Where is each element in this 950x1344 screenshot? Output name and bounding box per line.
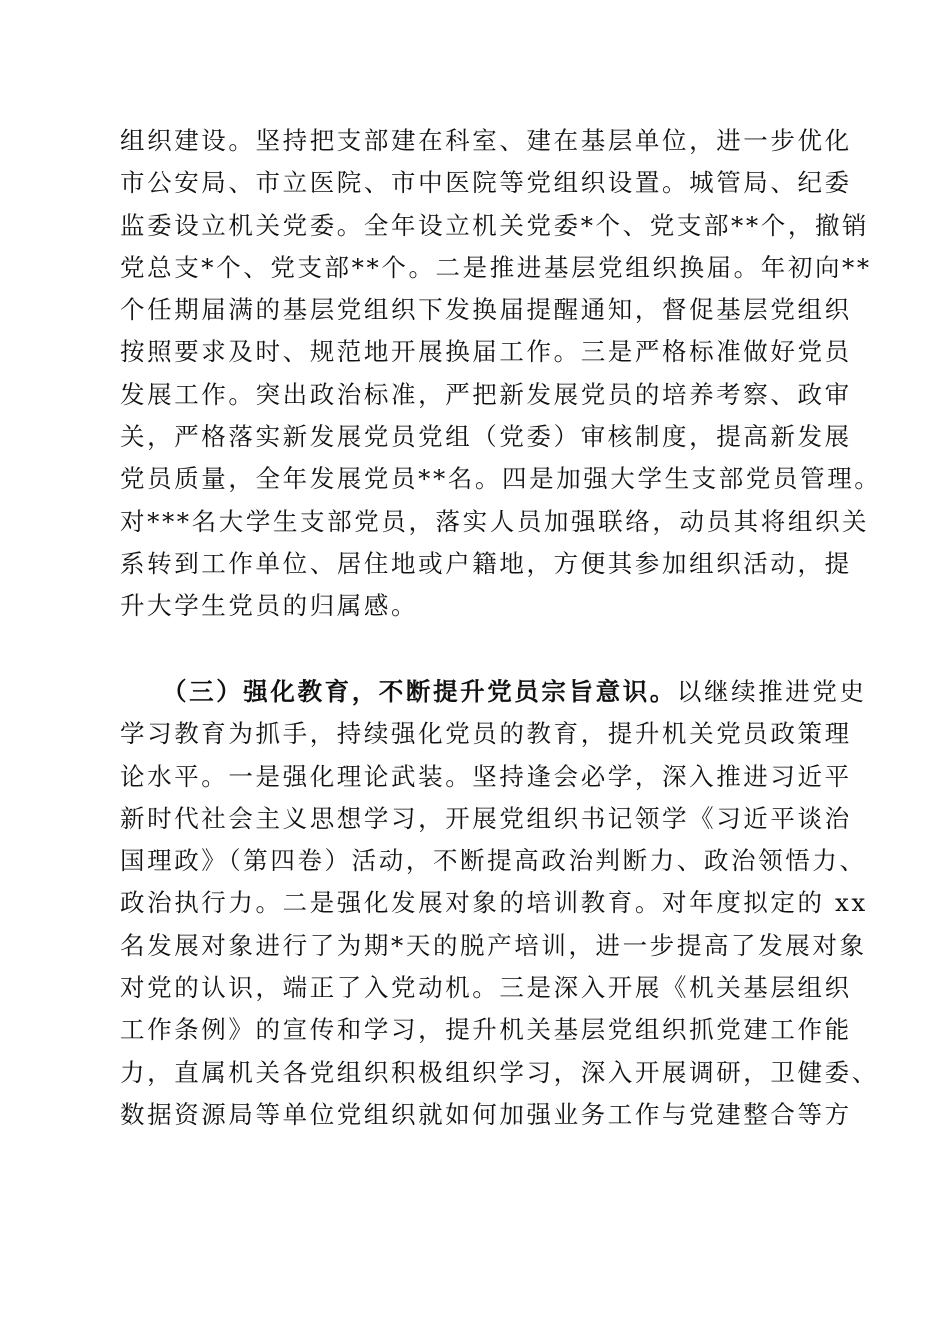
paragraph-line: 力，直属机关各党组织积极组织学习，深入开展调研，卫健委、 bbox=[120, 1057, 879, 1087]
paragraph-line: 党总支*个、党支部**个。二是推进基层党组织换届。年初向** bbox=[120, 252, 872, 282]
paragraph-line: 个任期届满的基层党组织下发换届提醒通知，督促基层党组织 bbox=[120, 295, 852, 325]
paragraph-line: 系转到工作单位、居住地或户籍地，方便其参加组织活动，提 bbox=[120, 548, 852, 578]
paragraph-line: 升大学生党员的归属感。 bbox=[120, 591, 419, 621]
paragraph-line: 数据资源局等单位党组织就如何加强业务工作与党建整合等方 bbox=[120, 1099, 852, 1129]
paragraph-line: 对***名大学生支部党员，落实人员加强联络，动员其将组织关 bbox=[120, 506, 870, 536]
heading-line-rest: 以继续推进党史 bbox=[676, 677, 867, 706]
paragraph-line: 按照要求及时、规范地开展换届工作。三是严格标准做好党员 bbox=[120, 337, 852, 367]
paragraph-line: 组织建设。坚持把支部建在科室、建在基层单位，进一步优化 bbox=[120, 126, 852, 155]
paragraph-line: 监委设立机关党委。全年设立机关党委*个、党支部**个，撤销 bbox=[120, 210, 870, 240]
paragraph-line: 名发展对象进行了为期*天的脱产培训，进一步提高了发展对象 bbox=[120, 930, 867, 960]
paragraph-line: 新时代社会主义思想学习，开展党组织书记领学《习近平谈治 bbox=[120, 803, 852, 833]
paragraph-line: 工作条例》的宣传和学习，提升机关基层党组织抓党建工作能 bbox=[120, 1015, 852, 1045]
paragraph-first-line bbox=[120, 671, 867, 713]
paragraph-line: 学习教育为抓手，持续强化党员的教育，提升机关党员政策理 bbox=[120, 719, 852, 749]
paragraph-education bbox=[120, 671, 879, 1136]
paragraph-line: 发展工作。突出政治标准，严把新发展党员的培养考察、政审 bbox=[120, 379, 852, 409]
paragraph-line: 党员质量，全年发展党员**名。四是加强大学生支部党员管理。 bbox=[120, 464, 882, 494]
paragraph-line: 论水平。一是强化理论武装。坚持逢会必学，深入推进习近平 bbox=[120, 761, 852, 791]
paragraph-line: 对党的认识，端正了入党动机。三是深入开展《机关基层组织 bbox=[120, 973, 852, 1003]
paragraph-line: 国理政》（第四卷）活动，不断提高政治判断力、政治领悟力、 bbox=[120, 846, 867, 876]
paragraph-line: 政治执行力。二是强化发展对象的培训教育。对年度拟定的 xx bbox=[120, 888, 868, 918]
paragraph-line: 市公安局、市立医院、市中医院等党组织设置。城管局、纪委 bbox=[120, 168, 852, 198]
paragraph-line: 关，严格落实新发展党员党组（党委）审核制度，提高新发展 bbox=[120, 422, 852, 452]
paragraph-organization-building bbox=[120, 120, 882, 628]
section-heading: （三）强化教育，不断提升党员宗旨意识。 bbox=[162, 677, 677, 706]
